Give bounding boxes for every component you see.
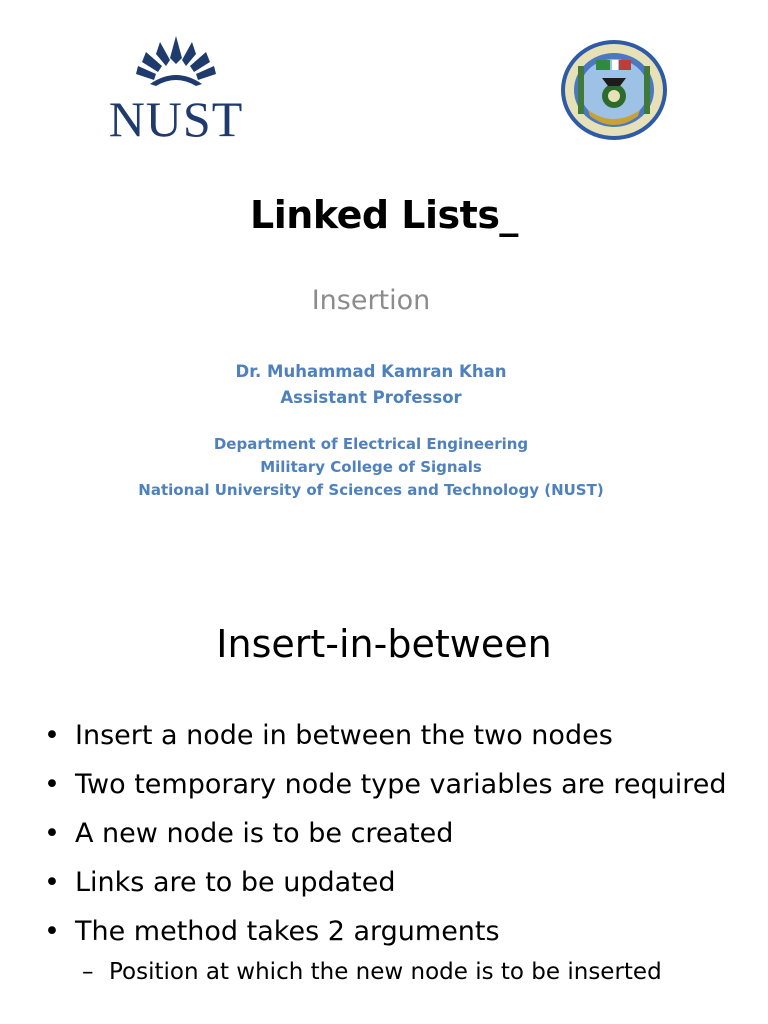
college-name: Military College of Signals	[260, 458, 482, 476]
military-college-crest	[558, 38, 670, 142]
slide-title: Linked Lists_	[250, 193, 518, 237]
bullet-item: • Two temporary node type variables are required	[44, 765, 744, 805]
sub-bullet-item: – Position at which the new node is to be inserted	[44, 952, 744, 992]
author-block	[0, 359, 742, 411]
bullet-list	[44, 716, 744, 992]
university-name: National University of Sciences and Technology (NUST)	[138, 481, 604, 499]
bullet-item: • Insert a node in between the two nodes	[44, 716, 744, 756]
author-position: Assistant Professor	[280, 388, 462, 407]
nust-logo-text: NUST	[108, 91, 244, 144]
content-slide	[0, 576, 768, 1024]
affiliation-block	[0, 433, 742, 502]
bullet-item: • The method takes 2 arguments	[44, 912, 744, 952]
bullet-item: • A new node is to be created	[44, 814, 744, 854]
author-name: Dr. Muhammad Kamran Khan	[235, 362, 507, 381]
department-name: Department of Electrical Engineering	[213, 435, 529, 453]
nust-logo	[98, 28, 254, 144]
slide-title: Insert-in-between	[216, 622, 552, 666]
slide-subtitle: Insertion	[311, 285, 431, 316]
bullet-item: • Links are to be updated	[44, 863, 744, 903]
